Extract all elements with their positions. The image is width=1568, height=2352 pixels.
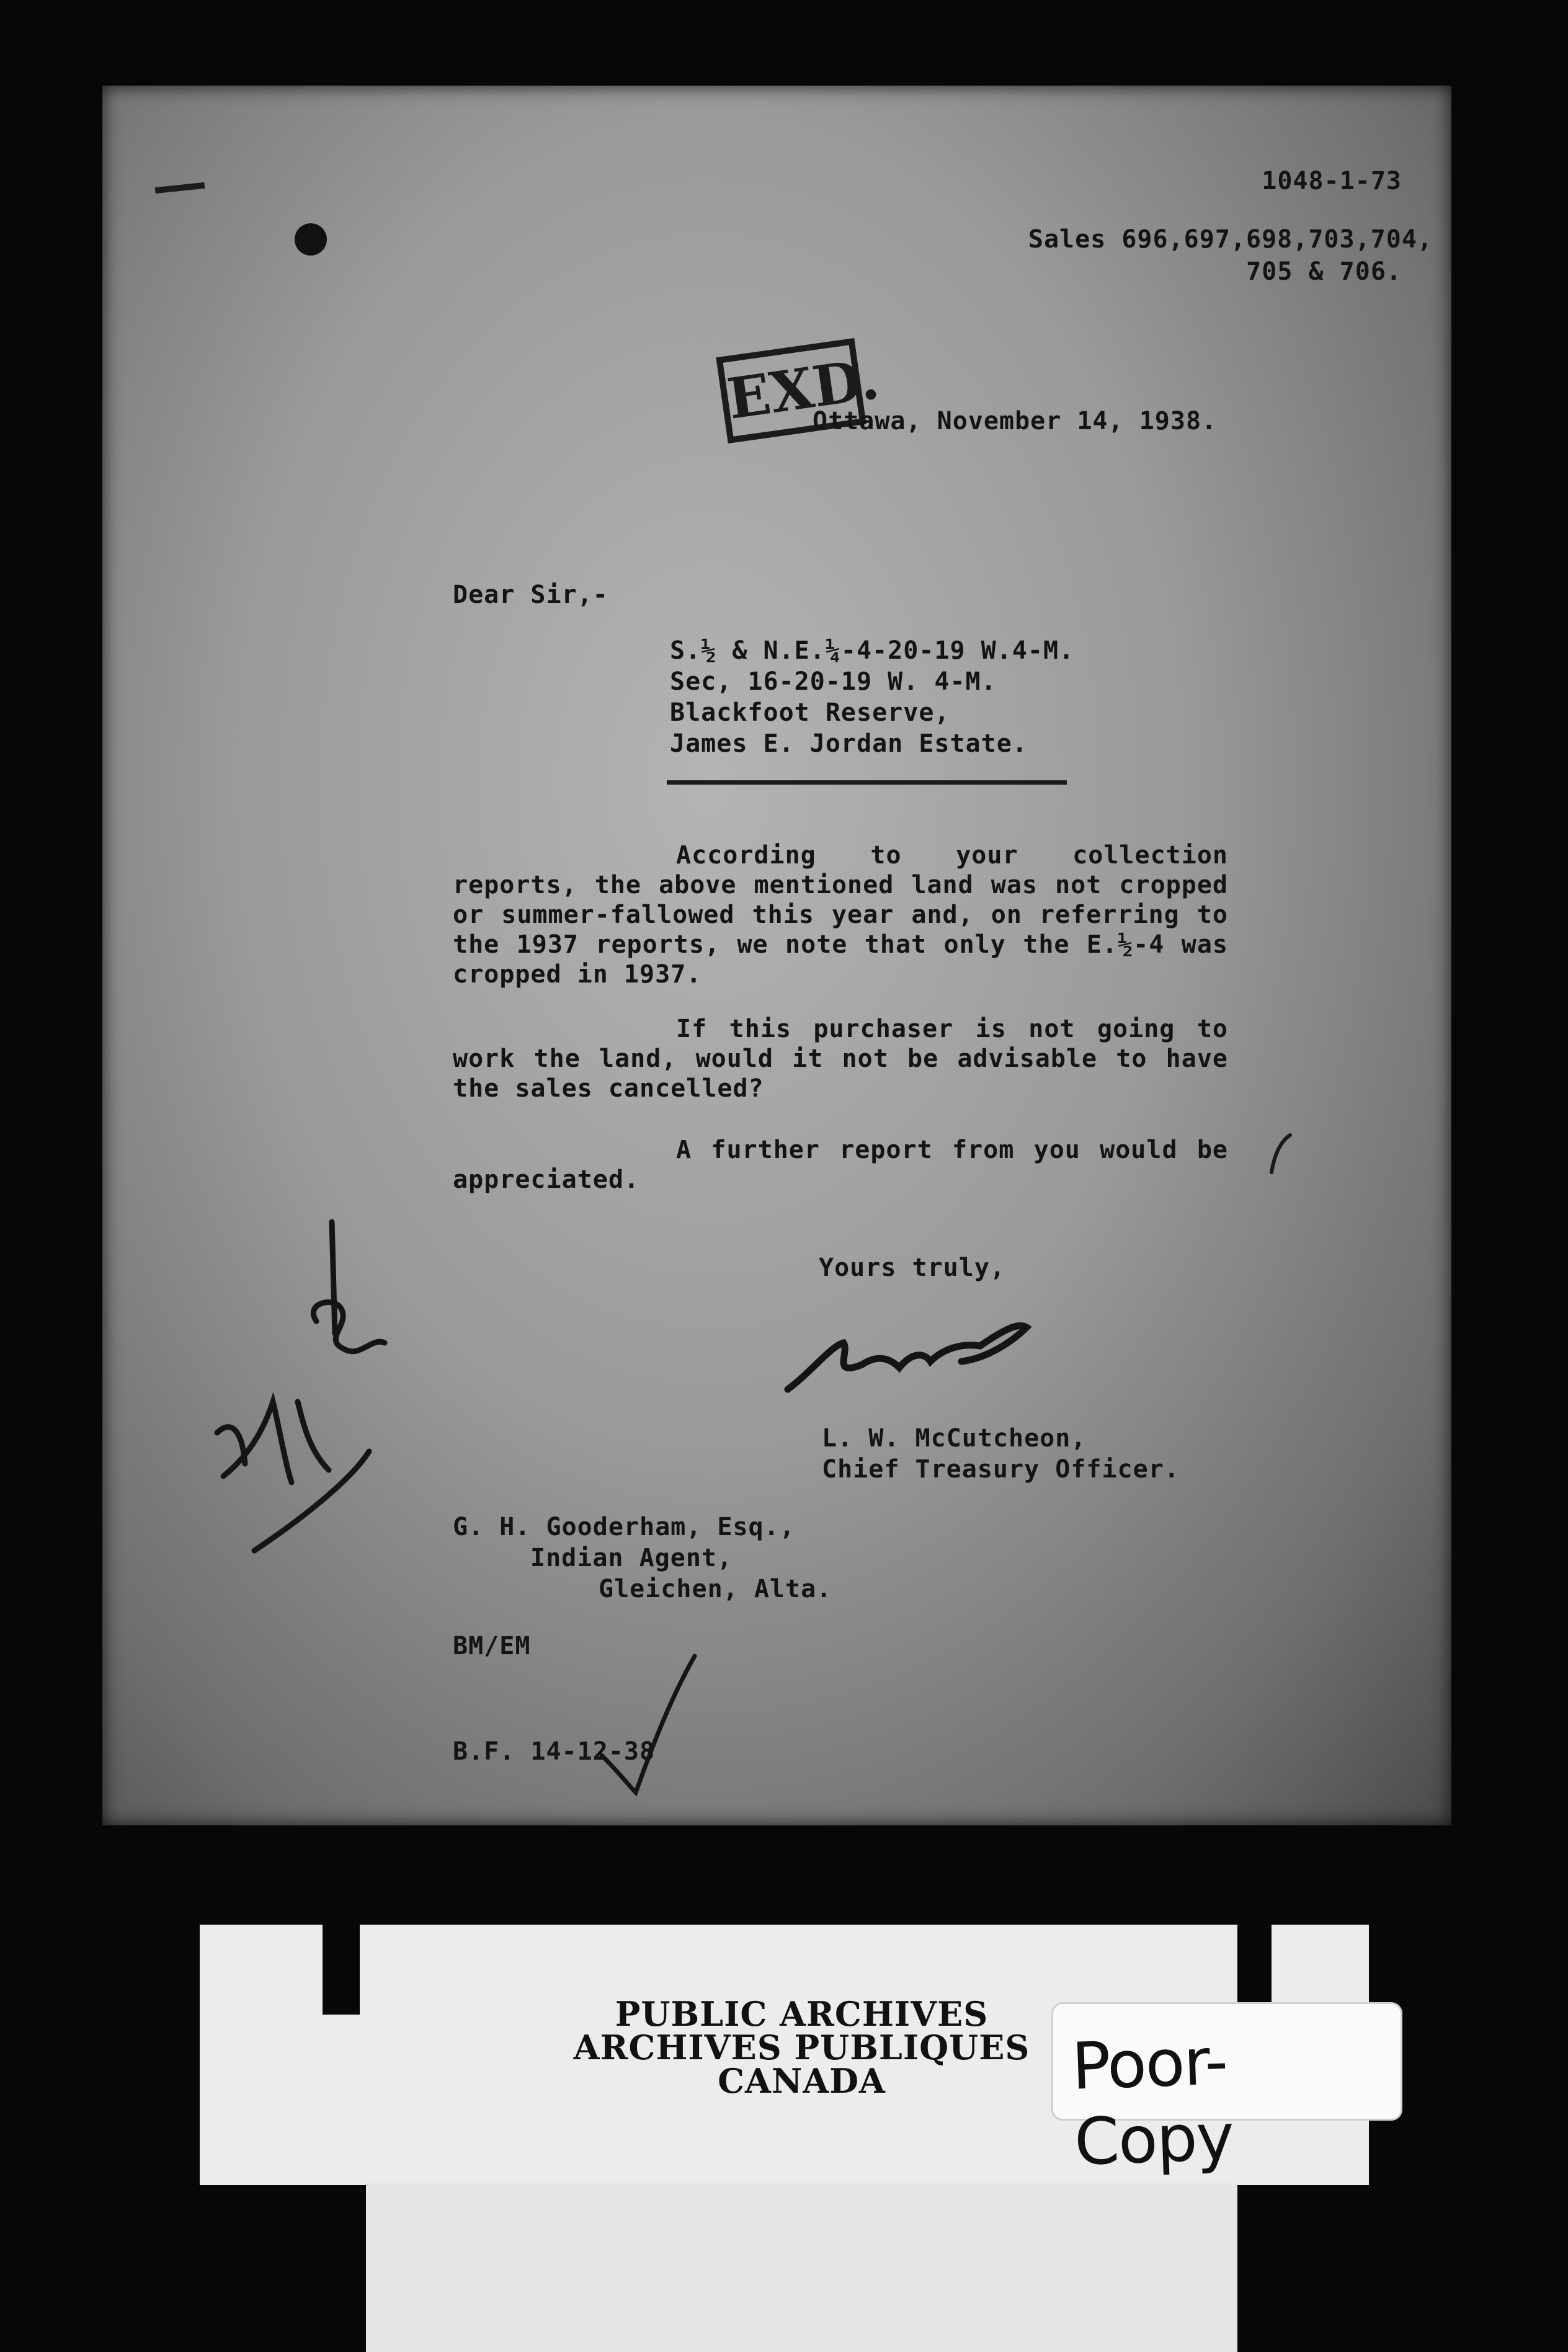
subject-underline: [667, 780, 1067, 785]
subject-line-3: Blackfoot Reserve,: [670, 698, 950, 727]
subject-line-2: Sec, 16-20-19 W. 4-M.: [670, 667, 997, 696]
recipient-line-2: Indian Agent,: [530, 1544, 733, 1572]
archives-line-3: CANADA: [718, 2061, 886, 2101]
file-number: 1048-1-73: [1262, 167, 1402, 195]
signature-title: Chief Treasury Officer.: [822, 1455, 1180, 1484]
bring-forward-line: B.F. 14-12-38: [453, 1737, 656, 1766]
label-lower-strip: [366, 2183, 1237, 2352]
archives-text: [561, 1994, 1042, 2101]
archives-line-2: ARCHIVES PUBLIQUES: [573, 2028, 1030, 2067]
recipient-line-1: G. H. Gooderham, Esq.,: [453, 1513, 795, 1541]
archives-line-1: PUBLIC ARCHIVES: [615, 1994, 989, 2034]
exd-stamp: EXD.: [716, 338, 866, 443]
sales-reference-2: 705 & 706.: [1246, 257, 1402, 286]
label-notch: [1237, 1925, 1272, 2015]
label-notch: [323, 1925, 360, 2015]
subject-line-4: James E. Jordan Estate.: [670, 729, 1028, 758]
check-mark: [595, 1650, 707, 1799]
subject-line-1: S.½ & N.E.¼-4-20-19 W.4-M.: [670, 636, 1075, 665]
sales-reference-1: Sales 696,697,698,703,704,: [1028, 225, 1433, 254]
signature-name: L. W. McCutcheon,: [822, 1424, 1087, 1453]
date-line: Ottawa, November 14, 1938.: [813, 407, 1218, 435]
margin-tick: [1265, 1129, 1296, 1178]
typist-initials: BM/EM: [453, 1632, 531, 1660]
handwritten-marks: [198, 1216, 409, 1563]
poor-copy-note: Poor-Copy: [1070, 2023, 1235, 2180]
paragraph-2: If this purchaser is not going to work the land, would it not be advisable to have the sales cancelled?: [453, 1015, 1228, 1103]
punch-hole-mark: [295, 223, 327, 256]
closing: Yours truly,: [819, 1254, 1005, 1282]
paragraph-3: A further report from you would be appreciated.: [453, 1136, 1228, 1194]
recipient-line-3: Gleichen, Alta.: [599, 1575, 832, 1603]
paragraph-1: According to your collection reports, the above mentioned land was not cropped or summer-fallowed this year and, on referring to the 1937 reports, we note that only the E.½-4 was cropped in 1937.: [453, 841, 1228, 989]
signature-mark: [775, 1309, 1054, 1402]
salutation: Dear Sir,-: [453, 581, 608, 609]
